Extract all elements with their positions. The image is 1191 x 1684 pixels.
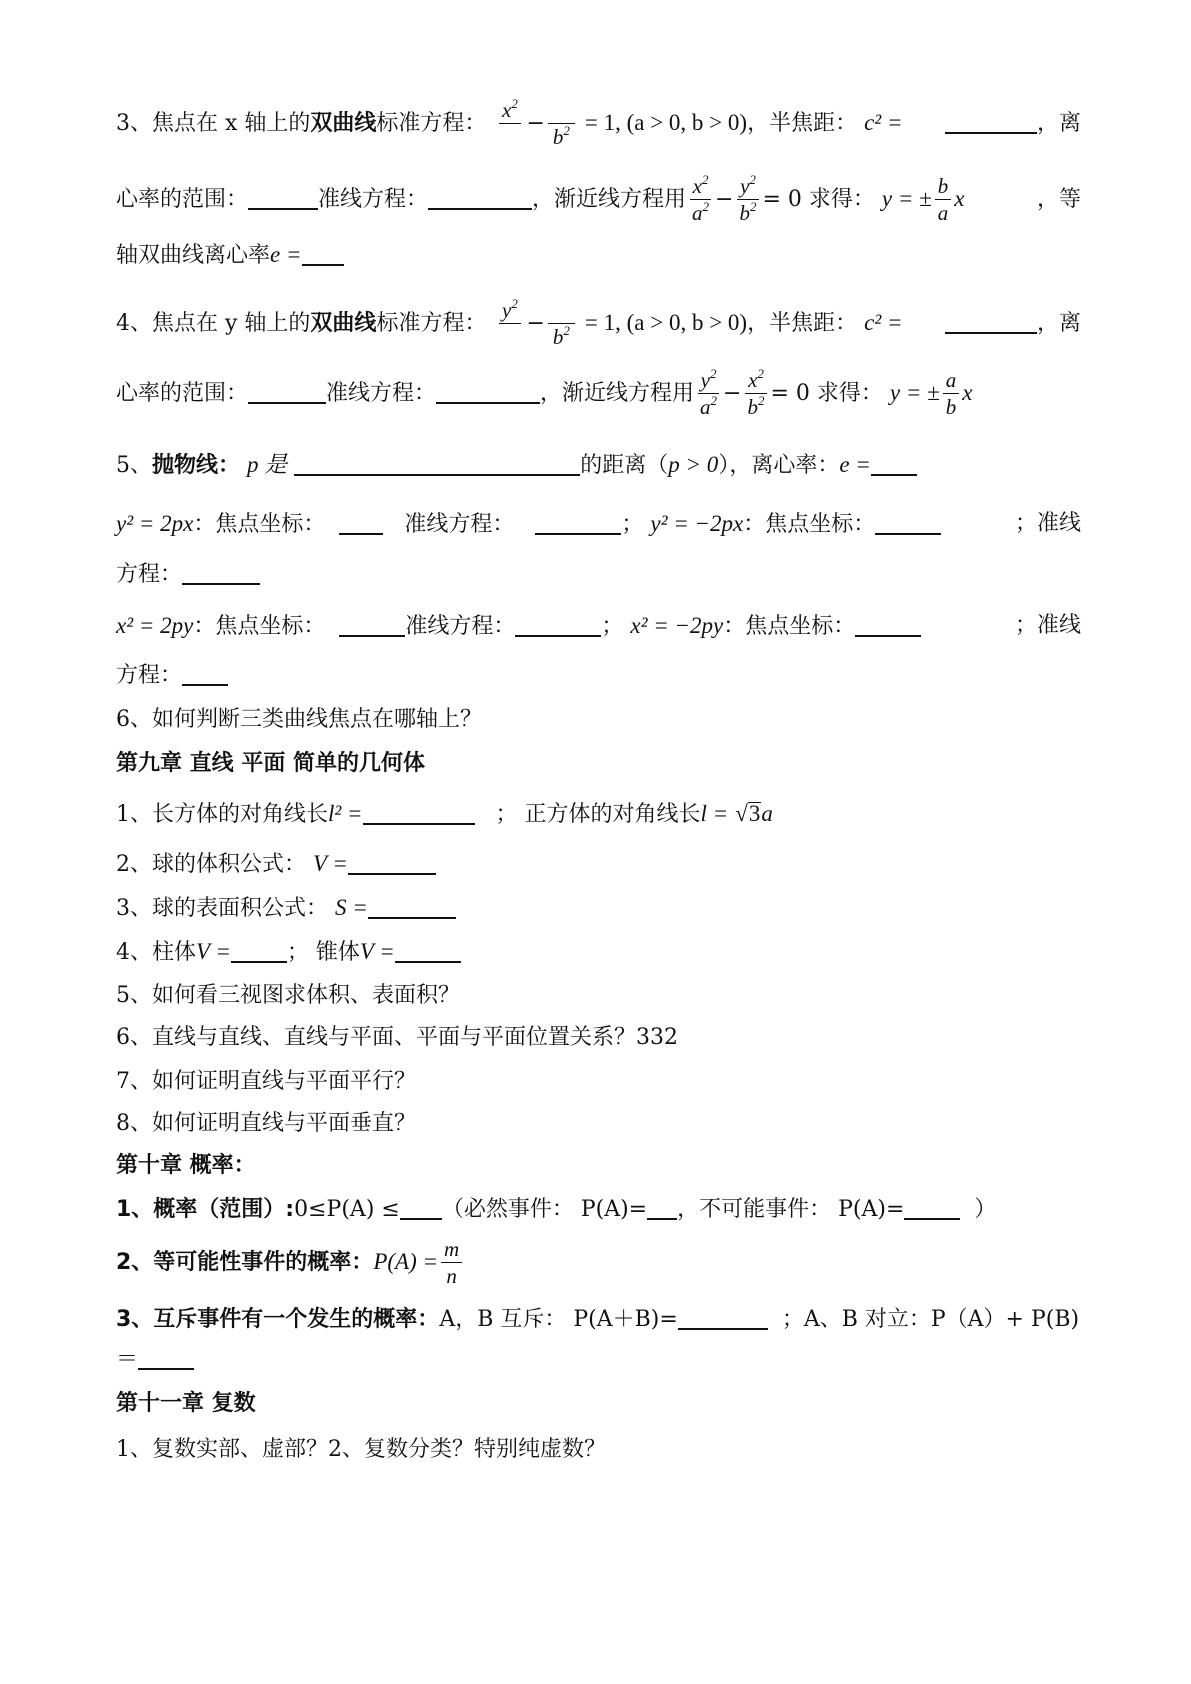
- blank: [945, 110, 1037, 134]
- formula: V =: [359, 939, 395, 964]
- formula: y = ±: [881, 186, 932, 211]
- text: 方程：: [116, 663, 183, 688]
- chapter-11-item-1: 1、复数实部、虚部？2、复数分类？特别纯虚数？: [116, 1437, 606, 1462]
- formula: V =: [313, 851, 348, 876]
- text: 准线方程：: [405, 613, 516, 639]
- text: p 是: [247, 452, 288, 477]
- chapter-10-item-2: [116, 1232, 1081, 1292]
- blank: [138, 1346, 194, 1370]
- blank: [182, 662, 228, 686]
- hyperbola-y-line2: 心率的范围： 准线方程： ，渐近线方程用 $\frac{y^2}{a^2}$ − $\frac{x^2}{b^2}$ = 0 求得： y = ± $\frac{a}{b}$ x: [116, 366, 973, 419]
- formula-c2: c² =: [864, 310, 903, 335]
- fraction: $\frac{y^2}{a^2}$: [697, 370, 720, 418]
- blank: [945, 310, 1037, 334]
- text: 的距离（: [580, 453, 669, 478]
- condition: = 1, (a > 0, b > 0): [584, 310, 748, 335]
- fraction-x2-a2: $x^2$: [496, 100, 523, 148]
- text: 标准方程：: [376, 311, 487, 336]
- text: ，离: [1036, 111, 1081, 136]
- hyperbola-y-line1: 4、焦点在 y 轴上的双曲线标准方程： $y^2$ − $b^2$ = 1, (a > 0, b > 0)，半焦距： c² = ，离: [116, 296, 1081, 349]
- formula: S =: [335, 895, 368, 920]
- blank: [339, 613, 405, 637]
- blank: [436, 380, 540, 404]
- chapter-9-item-2: [116, 844, 1081, 884]
- text: 轴双曲线离心率: [116, 243, 271, 268]
- blank: [678, 1306, 768, 1330]
- blank: [294, 452, 580, 476]
- text: ：焦点坐标：: [193, 511, 326, 537]
- blank: [855, 613, 921, 637]
- formula: y = ±: [889, 380, 940, 405]
- chapter-9-item-5: 5、如何看三视图求体积、表面积？: [116, 983, 460, 1008]
- text: ）: [974, 1197, 997, 1222]
- text: 2、球的体积公式：: [116, 852, 306, 877]
- fraction: $\frac{y^2}{b^2}$: [736, 176, 759, 224]
- text: ，不可能事件： P(A)=: [677, 1197, 905, 1222]
- text: = 0 求得：: [762, 187, 875, 212]
- text: ；: [601, 613, 624, 639]
- formula: x² = −2py: [630, 612, 724, 638]
- hyperbola-x-line1: 3、焦点在 x 轴上的双曲线标准方程： $x^2$ − $b^2$ = 1, (a > 0, b > 0)，半焦距： c² = ，离: [116, 96, 1081, 149]
- blank: [368, 895, 456, 919]
- fraction: $\frac{x^2}{b^2}$: [744, 370, 767, 418]
- fraction-a-b: $\frac{a}{b}$: [943, 370, 960, 418]
- bold-term: 双曲线: [310, 311, 377, 336]
- text: 5、: [116, 453, 152, 478]
- blank: [302, 242, 344, 266]
- chapter-9-title: 第九章 直线 平面 简单的几何体: [116, 751, 425, 776]
- fraction-y2-a2: $y^2$: [496, 300, 523, 348]
- formula-e: e =: [270, 242, 302, 267]
- text: ：焦点坐标：: [743, 511, 876, 537]
- formula: a: [761, 801, 773, 826]
- text: 6、如何判断三类曲线焦点在哪轴上？: [116, 707, 482, 732]
- hyperbola-x-line2: 心率的范围： 准线方程： ，渐近线方程用 $\frac{x^2}{a^2}$ − $\frac{y^2}{b^2}$ = 0 求得： y = ± $\frac{b}{a}$ x ，等: [116, 172, 1081, 225]
- text: 3、球的表面积公式：: [116, 896, 328, 921]
- condition: = 1, (a > 0, b > 0): [584, 110, 748, 135]
- chapter-9-item-4: [116, 932, 1081, 972]
- text: 方程：: [116, 562, 183, 587]
- blank: [231, 939, 287, 963]
- text: 心率的范围：: [116, 187, 249, 212]
- text: ； 正方体的对角线长: [495, 802, 701, 827]
- text: ：焦点坐标：: [193, 613, 326, 639]
- fraction-b-a: $\frac{b}{a}$: [935, 176, 952, 224]
- formula: l =: [700, 801, 729, 826]
- chapter-10-item-3-cont: [116, 1340, 1081, 1380]
- fraction-x2-b2: $b^2$: [548, 300, 575, 348]
- chapter-10-item-1: [116, 1190, 1081, 1230]
- blank: [535, 511, 621, 535]
- formula: y² = 2px: [116, 510, 194, 536]
- text: ：焦点坐标：: [723, 613, 856, 639]
- parabola-line1: [116, 445, 1081, 485]
- sqrt-radicand: 3: [748, 801, 761, 826]
- text: ，等: [1036, 187, 1081, 212]
- text: 4、焦点在 y 轴上的: [116, 311, 311, 336]
- text: 准线方程：: [326, 381, 437, 406]
- text: ； 锥体: [286, 940, 360, 965]
- text: ，半焦距：: [747, 111, 858, 136]
- formula-c2: c² =: [864, 110, 903, 135]
- fraction-m-n: $\frac{m}{n}$: [441, 1239, 462, 1287]
- text: 准线方程：: [318, 187, 429, 212]
- blank: [363, 801, 475, 825]
- bold-term: 1、概率（范围）:: [116, 1197, 295, 1222]
- hyperbola-x-line3: [116, 235, 1081, 275]
- blank: [248, 380, 326, 404]
- bold-term: 2、等可能性事件的概率：: [116, 1250, 374, 1275]
- chapter-9-item-8: 8、如何证明直线与平面垂直？: [116, 1111, 416, 1136]
- blank: [339, 511, 383, 535]
- fraction-y2-b2: $b^2$: [548, 100, 575, 148]
- question-6: [116, 700, 1081, 740]
- blank: [904, 1196, 960, 1220]
- formula: p > 0: [668, 452, 719, 477]
- formula: V =: [196, 939, 231, 964]
- blank: [875, 511, 941, 535]
- blank: [400, 1196, 442, 1220]
- text: = 0 求得：: [770, 381, 883, 406]
- text: 标准方程：: [376, 111, 487, 136]
- chapter-10-item-3: [116, 1300, 1081, 1340]
- chapter-9-item-6: 6、直线与直线、直线与平面、平面与平面位置关系？332: [116, 1025, 678, 1050]
- parabola-line3: [116, 555, 1081, 595]
- fraction: $\frac{x^2}{a^2}$: [689, 176, 712, 224]
- text: ），离心率：: [718, 453, 840, 478]
- blank: [395, 939, 461, 963]
- text: 4、柱体: [116, 940, 196, 965]
- formula: x: [954, 186, 965, 211]
- formula: y² = −2px: [650, 510, 744, 536]
- chapter-11-title: 第十一章 复数: [116, 1391, 256, 1416]
- bold-term: 3、互斥事件有一个发生的概率：: [116, 1307, 440, 1332]
- text: 0≤P(A) ≤: [294, 1197, 400, 1222]
- formula: l² =: [328, 801, 363, 826]
- text: ，渐近线方程用: [540, 381, 695, 406]
- parabola-line2: [116, 504, 1081, 544]
- formula: x: [962, 380, 973, 405]
- text: 3、焦点在 x 轴上的: [116, 111, 311, 136]
- blank: [182, 561, 260, 585]
- blank: [248, 186, 318, 210]
- blank: [871, 452, 917, 476]
- text: ；准线: [1014, 613, 1081, 638]
- blank: [515, 613, 601, 637]
- blank: [348, 851, 436, 875]
- chapter-10-title: 第十章 概率：: [116, 1153, 256, 1178]
- text: 1、长方体的对角线长: [116, 802, 328, 827]
- sqrt-sign: √: [735, 801, 748, 826]
- text: A，B 互斥： P(A＋B)=: [439, 1307, 678, 1332]
- chapter-9-item-3: [116, 888, 1081, 928]
- text: ，半焦距：: [747, 311, 858, 336]
- parabola-line5: [116, 656, 1081, 696]
- bold-term: 双曲线: [310, 111, 377, 136]
- formula: x² = 2py: [116, 612, 194, 638]
- text: ＝: [116, 1347, 139, 1372]
- chapter-9-item-7: 7、如何证明直线与平面平行？: [116, 1069, 416, 1094]
- formula-e: e =: [839, 452, 871, 477]
- text: ；: [621, 511, 644, 537]
- parabola-line4: [116, 606, 1081, 646]
- text: 准线方程：: [404, 511, 515, 537]
- text: ，渐近线方程用: [532, 187, 687, 212]
- formula: P(A) =: [373, 1249, 438, 1274]
- text: （必然事件： P(A)=: [441, 1197, 648, 1222]
- text: ；准线: [1014, 511, 1081, 536]
- text: ，离: [1036, 311, 1081, 336]
- text: ；A、B 对立：P（A）+ P(B): [781, 1307, 1080, 1332]
- text: 心率的范围：: [116, 381, 249, 406]
- blank: [428, 186, 532, 210]
- bold-term: 抛物线：: [152, 453, 241, 478]
- blank: [647, 1196, 677, 1220]
- chapter-9-item-1: [116, 794, 1081, 834]
